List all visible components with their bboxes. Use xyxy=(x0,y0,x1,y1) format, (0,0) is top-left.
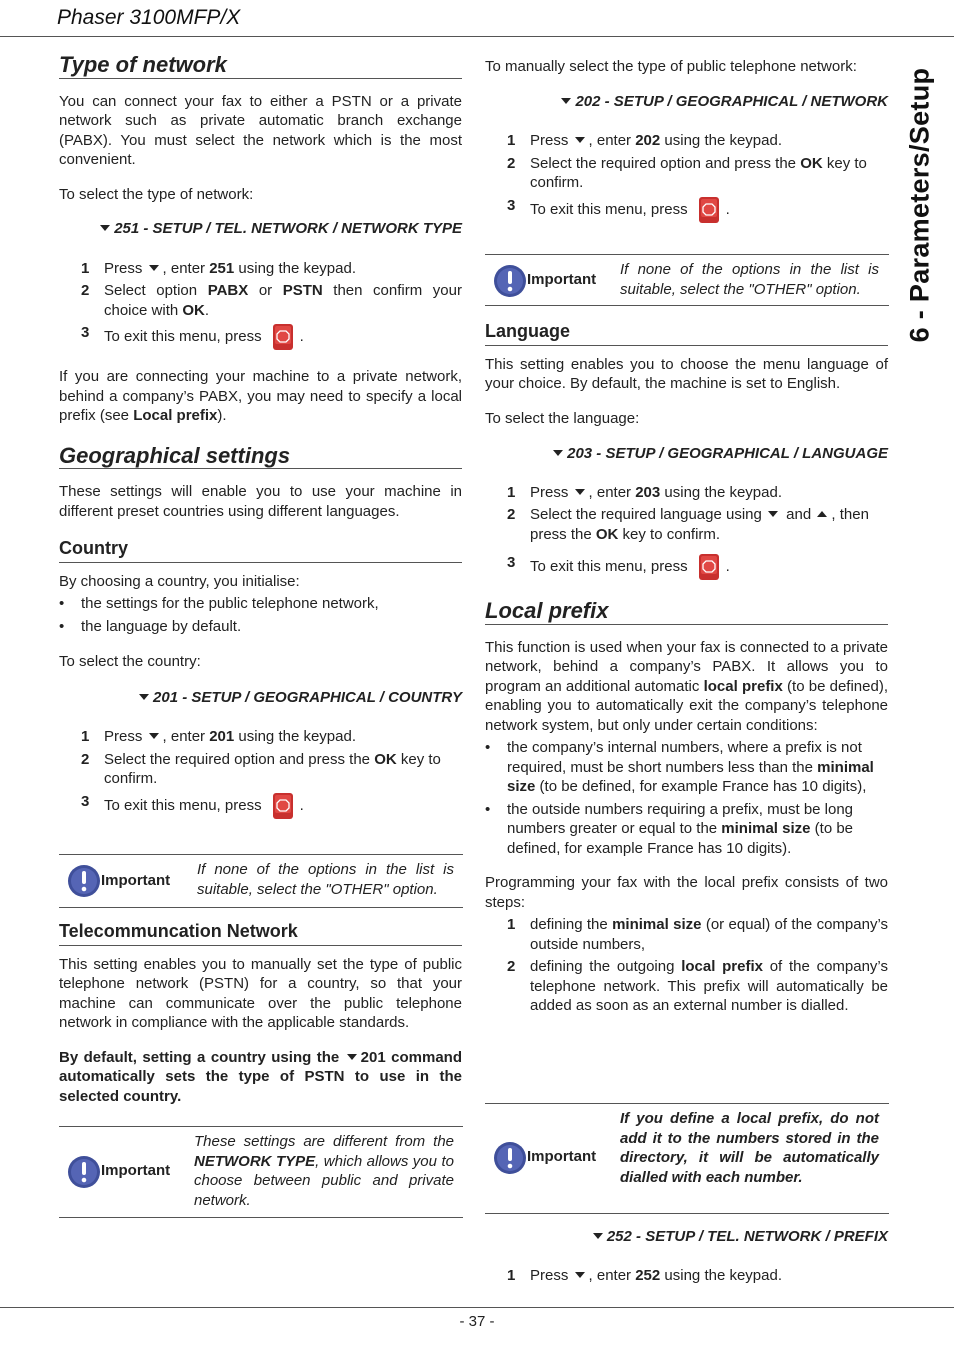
list-item: • the settings for the public telephone network, xyxy=(59,594,462,614)
chapter-tab xyxy=(897,60,943,350)
paragraph: By default, setting a country using the 201 command automatically sets the type of PSTN to use in the selected country. xyxy=(59,1048,462,1105)
chapter-title: 6 - Parameters/Setup xyxy=(904,67,935,343)
step: 1 Press , enter 203 using the keypad. xyxy=(507,483,783,501)
down-arrow-icon xyxy=(100,225,110,231)
step: 2 Select the required option and press the OK key to confirm. xyxy=(507,154,867,191)
important-label: Important xyxy=(527,1148,597,1165)
header-rule xyxy=(0,36,954,37)
paragraph: To select the language: xyxy=(485,409,640,427)
down-arrow-icon xyxy=(575,1272,585,1278)
important-text: If you define a local prefix, do not add it to the numbers stored in the directory, it will be automatically dialled with each number. xyxy=(620,1110,879,1186)
paragraph: If you are connecting your machine to a private network, behind a company’s PABX, you may need to specify a local prefix (see Local prefix). xyxy=(59,368,462,424)
down-arrow-icon xyxy=(768,511,778,517)
step: 1 Press , enter 252 using the keypad. xyxy=(507,1266,783,1284)
left-column-lower xyxy=(59,922,462,1106)
menu-path: 202 - SETUP / GEOGRAPHICAL / NETWORK xyxy=(485,92,888,112)
step: 2 defining the outgoing local prefix of the company’s telephone network. This prefix will automatically be added as soon as an external number is dialled. xyxy=(507,958,888,1014)
paragraph: This setting enables you to manually set the type of public telephone network (PSTN) for a country, so that your machine can communicate over the public telephone network in compliance with the applicable standards. xyxy=(59,955,462,1031)
step: 1 defining the minimal size (or equal) of the company’s outside numbers, xyxy=(507,916,889,953)
list-item: • the company’s internal numbers, where a prefix is not required, must be short numbers less than the minimal size (to be defined, for example France has 10 digits), xyxy=(485,738,888,797)
left-column xyxy=(59,52,462,820)
step: 2 Select the required language using and , then press the OK key to confirm. xyxy=(507,506,869,543)
paragraph: These settings will enable you to use your machine in different preset countries using different languages. xyxy=(59,483,462,520)
down-arrow-icon xyxy=(347,1054,357,1060)
paragraph: To select the country: xyxy=(59,653,201,670)
step: 2 Select option PABX or PSTN then confirm your choice with OK. xyxy=(81,282,462,319)
important-label: Important xyxy=(101,872,171,889)
list-item: • the language by default. xyxy=(59,617,462,637)
footer-rule xyxy=(0,1307,954,1308)
paragraph: Programming your fax with the local prefix consists of two steps: xyxy=(485,874,888,911)
menu-path: 201 - SETUP / GEOGRAPHICAL / COUNTRY xyxy=(59,688,462,708)
section-heading: Type of network xyxy=(59,55,462,79)
paragraph: This function is used when your fax is connected to a private network, behind a company’s PABX. It allows you to program an additional automatic local prefix (to be defined), enabling you to automatically exit the company’s telephone network system, but only under certain conditions: xyxy=(485,638,888,734)
important-exclamation-icon xyxy=(67,1155,101,1189)
subsection-heading: Country xyxy=(59,539,462,563)
stop-key-icon xyxy=(272,323,294,351)
subsection-heading: Language xyxy=(485,322,888,346)
important-exclamation-icon xyxy=(493,264,527,298)
subsection-heading: Telecommuncation Network xyxy=(59,922,462,946)
important-label: Important xyxy=(101,1162,171,1179)
step: 3 To exit this menu, press . xyxy=(485,196,888,224)
paragraph: You can connect your fax to either a PSTN or a private network such as private automatic branch exchange (PABX). You must select the network which is the most convenient. xyxy=(59,92,462,168)
page-number: - 37 - xyxy=(459,1313,495,1330)
down-arrow-icon xyxy=(553,450,563,456)
document-title: Phaser 3100MFP/X xyxy=(57,6,241,29)
menu-path: 251 - SETUP / TEL. NETWORK / NETWORK TYPE xyxy=(59,219,462,239)
stop-key-icon xyxy=(698,553,720,581)
right-column xyxy=(485,57,888,224)
step: 3 To exit this menu, press . xyxy=(59,792,462,820)
down-arrow-icon xyxy=(593,1233,603,1239)
down-arrow-icon xyxy=(575,137,585,143)
menu-path: 203 - SETUP / GEOGRAPHICAL / LANGUAGE xyxy=(485,444,888,464)
list-item: • the outside numbers requiring a prefix, must be long numbers greater or equal to the minimal size (to be defined, for example France has 10 digits). xyxy=(485,800,888,859)
important-exclamation-icon xyxy=(67,864,101,898)
up-arrow-icon xyxy=(817,511,827,517)
step: 1 Press , enter 202 using the keypad. xyxy=(507,132,783,149)
important-exclamation-icon xyxy=(493,1141,527,1175)
important-note xyxy=(485,254,889,306)
section-heading: Geographical settings xyxy=(59,446,462,470)
important-note xyxy=(59,854,463,908)
step: 3 To exit this menu, press . xyxy=(59,323,462,351)
down-arrow-icon xyxy=(139,694,149,700)
down-arrow-icon xyxy=(149,265,159,271)
important-note xyxy=(59,1126,463,1218)
step: 1 Press , enter 201 using the keypad. xyxy=(81,728,357,745)
stop-key-icon xyxy=(272,792,294,820)
right-column-lower xyxy=(485,322,888,1016)
important-text: If none of the options in the list is suitable, select the "OTHER" option. xyxy=(620,261,879,298)
section-heading: Local prefix xyxy=(485,601,888,625)
menu-path: 252 - SETUP / TEL. NETWORK / PREFIX xyxy=(485,1227,888,1247)
step: 3 To exit this menu, press . xyxy=(485,553,888,581)
down-arrow-icon xyxy=(149,733,159,739)
important-note xyxy=(485,1103,889,1214)
down-arrow-icon xyxy=(575,489,585,495)
important-text: If none of the options in the list is suitable, select the "OTHER" option. xyxy=(197,861,454,898)
paragraph: To manually select the type of public telephone network: xyxy=(485,58,857,75)
paragraph: This setting enables you to choose the menu language of your choice. By default, the machine is set to English. xyxy=(485,355,888,392)
stop-key-icon xyxy=(698,196,720,224)
down-arrow-icon xyxy=(561,98,571,104)
step: 2 Select the required option and press the OK key to confirm. xyxy=(81,750,441,787)
step: 1 Press , enter 251 using the keypad. xyxy=(81,259,357,277)
paragraph: By choosing a country, you initialise: xyxy=(59,572,300,590)
important-text: These settings are different from the NETWORK TYPE, which allows you to choose between public and private network. xyxy=(194,1133,454,1209)
paragraph: To select the type of network: xyxy=(59,185,254,203)
important-label: Important xyxy=(527,271,597,288)
right-column-bottom xyxy=(485,1227,888,1285)
